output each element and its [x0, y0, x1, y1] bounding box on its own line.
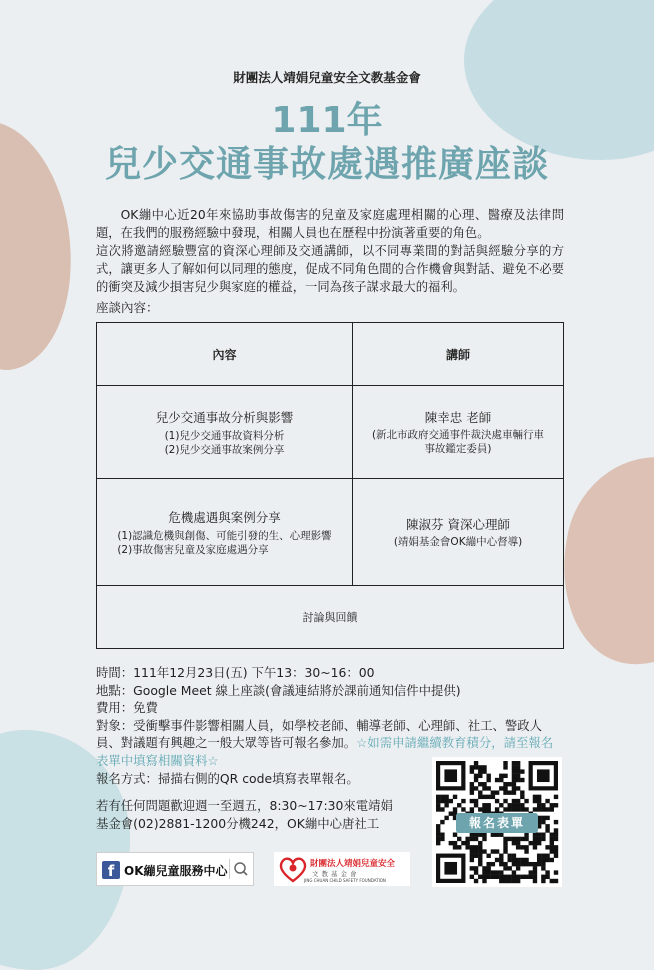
registration-qr-code[interactable]: [432, 757, 562, 887]
table-row: [97, 586, 564, 649]
intro-text: [96, 206, 564, 296]
session-point: (1)認識危機與創傷、可能引發的生、心理影響: [117, 529, 332, 542]
credit-note: ☆如需申請繼續教育積分，請至報名表單中填寫相關資料☆: [96, 735, 554, 768]
session-point: (2)事故傷害兒童及家庭處遇分享: [117, 543, 269, 556]
contact-line: 基金會(02)2881-1200分機242，OK繃中心唐社工: [96, 815, 380, 831]
table-row: [97, 386, 564, 479]
schedule-table: [96, 322, 564, 649]
speaker-note: (新北市政府交通事件裁決處車輛行車: [371, 429, 545, 441]
foundation-logo: [274, 852, 410, 886]
header-content: 內容: [97, 323, 353, 386]
intro-paragraph-1: OK繃中心近20年來協助事故傷害的兒童及家庭處理相關的心理、醫療及法律問題，在我們的服務經驗中發現，相關人員也在歷程中扮演著重要的角色。: [96, 208, 564, 240]
event-time: 時間：111年12月23日(五) 下午13：30~16：00: [96, 665, 375, 680]
section-label: 座談內容：: [96, 300, 159, 315]
page-title: 兒少交通事故處遇推廣座談: [104, 144, 549, 185]
search-icon: [229, 859, 250, 879]
title-year: 111年: [271, 100, 383, 141]
organization-name: 財團法人靖娟兒童安全文教基金會: [233, 70, 421, 85]
session-point: (2)兒少交通事故案例分享: [164, 443, 285, 456]
speaker-name: 陳淑芬 資深心理師: [406, 517, 510, 532]
facebook-page-badge[interactable]: [96, 852, 254, 886]
facebook-page-name: OK繃兒童服務中心: [124, 864, 228, 878]
facebook-icon: f: [102, 861, 120, 879]
foundation-logo-en: JING CHUAN CHILD SAFETY FOUNDATION: [304, 878, 386, 883]
contact-line: 若有任何問題歡迎週一至週五，8:30~17:30來電靖娟: [96, 798, 393, 813]
event-place: 地點：Google Meet 線上座談(會議連結將於課前通知信件中提供): [96, 682, 461, 698]
speaker-note: (靖娟基金會OK繃中心督導): [393, 536, 523, 548]
session-topic: 危機處遇與案例分享: [168, 509, 281, 525]
session-point: (1)兒少交通事故資料分析: [164, 429, 285, 442]
intro-paragraph-2: 這次將邀請經驗豐富的資深心理師及交通講師，以不同專業間的對話與經驗分享的方式，讓更多人了解如何以同理的態度，促成不同角色間的合作機會與對話、避免不必要的衝突及減少損害兒少與家庭的權益，一同為孩子謀求最大的福利。: [96, 244, 564, 294]
contact-info: [96, 797, 393, 832]
register-method: 報名方式：掃描右側的QR code填寫表單報名。: [96, 770, 359, 786]
foundation-logo-sub: 文教基金會: [312, 870, 360, 878]
table-row: [97, 479, 564, 586]
speaker-note: 事故鑑定委員): [424, 443, 492, 455]
session-cell: [97, 479, 353, 586]
table-header-row: [97, 323, 564, 386]
foundation-logo-name: 財團法人靖娟兒童安全: [310, 859, 396, 869]
speaker-cell: [353, 479, 564, 586]
header-speaker: 講師: [353, 323, 564, 386]
session-topic: 兒少交通事故分析與影響: [155, 409, 294, 425]
qr-label: 報名表單: [456, 813, 538, 833]
speaker-name: 陳幸忠 老師: [424, 410, 492, 425]
speaker-cell: [353, 386, 564, 479]
session-cell: [97, 386, 353, 479]
event-fee: 費用：免費: [96, 700, 158, 716]
closing-cell: 討論與回饋: [97, 586, 564, 649]
audience-text: 對象：受衝擊事件影響相關人員，如學校老師、輔導老師、心理師、社工、警政人員、對議題有興趣之一般大眾等皆可報名參加。: [96, 717, 543, 751]
